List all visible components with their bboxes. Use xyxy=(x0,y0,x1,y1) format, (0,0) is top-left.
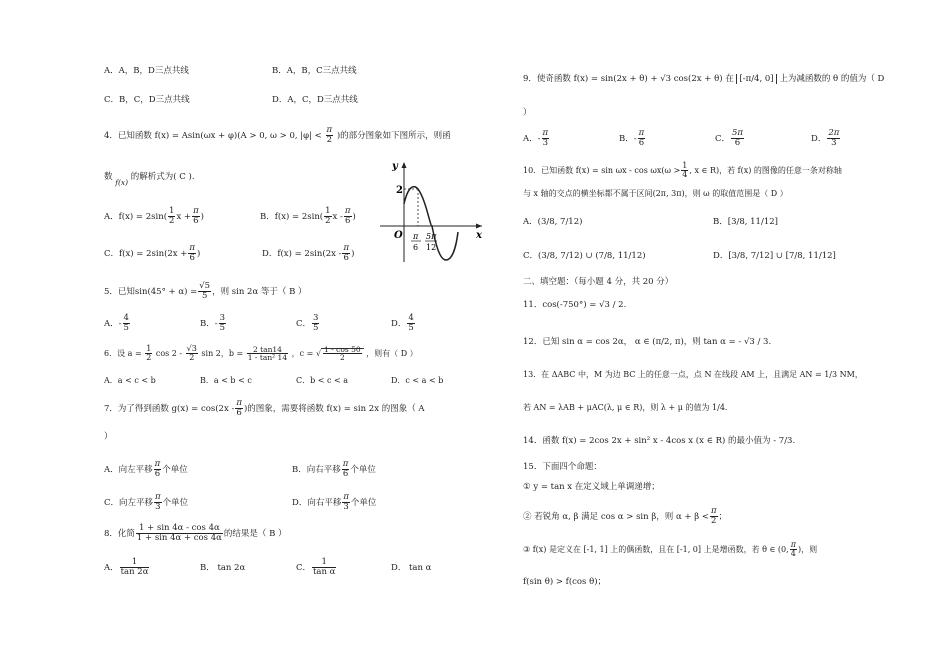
q5-stem: 5．已知sin(45° + α) = $\frac{√5}{5}$ ，则 sin 2α 等于（ B ） xyxy=(104,281,307,301)
q12: 12．已知 sin α = cos 2α， α ∈ (π/2, π)，则 tan α = - √3 / 3. xyxy=(523,337,772,347)
y-axis-label: y xyxy=(392,161,398,172)
q3-option-a: A．A，B，D三点共线 xyxy=(104,66,189,76)
q4-stem-line2: 数 f(x) 的解析式为( C ). xyxy=(104,172,195,187)
q5-option-b: B．- $\frac{3}{5}$ xyxy=(200,313,226,333)
y-tick-2: 2 xyxy=(396,185,403,196)
x-tick2-den: 12 xyxy=(426,243,437,252)
q9-option-c: C． $\frac{5\pi}{6}$ xyxy=(715,128,744,148)
q15-item1: ① y = tan x 在定义域上单调递增； xyxy=(523,482,660,492)
y-axis-arrow xyxy=(402,162,407,168)
q7-option-a: A．向左平移 $\frac{\pi}{6}$ 个单位 xyxy=(104,459,188,479)
q8-option-d: D． tan α xyxy=(391,563,432,573)
q5-option-d: D． $\frac{4}{5}$ xyxy=(391,313,414,333)
q8-stem: 8．化简 $\frac{1 + \sin 4\alpha - \cos 4\alpha}{1 + \sin 4\alpha + \cos 4\alpha}$ 的结果是（ B ） xyxy=(104,523,287,543)
q4-option-d: D．f(x) = 2sin(2x - $\frac{\pi}{6}$ ) xyxy=(262,243,355,263)
q10-line2: 与 x 轴的交点的横坐标都不属于区间(2π, 3π)，则 ω 的取值范围是（ D ） xyxy=(523,189,788,198)
x-tick1-num: π xyxy=(413,232,419,241)
q4-option-a: A．f(x) = 2sin( $\frac{1}{2}$ x + $\frac{\pi}{6}$ ) xyxy=(104,206,204,226)
q6-option-c: C．b < c < a xyxy=(296,376,349,385)
q10-line1: 10．已知函数 f(x) = sin ωx - cos ωx(ω > $\frac{1}{4}$ , x ∈ R)，若 f(x) 的图像的任意一条对称轴 xyxy=(523,161,842,180)
q4-option-c: C．f(x) = 2sin(2x + $\frac{\pi}{6}$ ) xyxy=(104,243,201,263)
q7-stem-close: ） xyxy=(104,432,113,442)
q8-option-c: C． $\frac{1}{\text{tan α}}$ xyxy=(296,557,336,577)
q9-stem-close: ） xyxy=(523,108,532,118)
q10-option-c: C．(3/8, 7/12) ∪ (7/8, 11/12) xyxy=(523,251,646,261)
q9-option-a: A．- $\frac{\pi}{3}$ xyxy=(523,128,549,148)
q4-option-b: B．f(x) = 2sin( $\frac{1}{2}$ x - $\frac{\pi}{6}$ ) xyxy=(260,206,356,226)
q9-stem: 9．使奇函数 f(x) = sin(2x + θ) + √3 cos(2x + θ) 在 [-π/4, 0] 上为减函数的 θ 的值为（ D xyxy=(523,74,885,84)
q7-option-c: C．向左平移 $\frac{\pi}{3}$ 个单位 xyxy=(104,492,189,512)
q15-item3-line2: f(sin θ) > f(cos θ)； xyxy=(523,577,607,587)
origin-label: O xyxy=(394,230,403,241)
q10-option-b: B．[3/8, 11/12] xyxy=(713,217,778,227)
q13-line1: 13．在 ΔABC 中，M 为边 BC 上的任意一点，点 N 在线段 AM 上，且满足 AN = 1/3 NM， xyxy=(523,370,863,379)
q7-option-b: B．向右平移 $\frac{\pi}{6}$ 个单位 xyxy=(292,459,376,479)
x-tick1-den: 6 xyxy=(413,243,419,252)
q13-line2: 若 AN = λAB + μAC(λ, μ ∈ R)，则 λ + μ 的值为 1/4. xyxy=(523,403,728,412)
q15-item3: ③ f(x) 是定义在 [-1, 1] 上的偶函数，且在 [-1, 0] 上是增函数，若 θ ∈ (0, $\frac{\pi}{4}$ )，则 xyxy=(523,540,818,559)
q3-option-b: B．A，B，C三点共线 xyxy=(272,66,357,76)
q10-option-a: A．(3/8, 7/12) xyxy=(523,217,583,227)
x-axis-arrow xyxy=(476,224,482,229)
q15-item2: ② 若锐角 α, β 满足 cos α > sin β，则 α + β < $\frac{\pi}{2}$ ； xyxy=(523,506,728,526)
q3-option-c: C．B，C，D三点共线 xyxy=(104,95,190,105)
q12-answer: √3 / 3 xyxy=(743,337,769,347)
q6-option-d: D．c < a < b xyxy=(391,376,444,385)
q11-answer: √3 / 2 xyxy=(599,300,624,310)
section-2-title: 二、填空题：（每小题 4 分，共 20 分） xyxy=(523,277,674,287)
q10-option-d: D．[3/8, 7/12] ∪ [7/8, 11/12] xyxy=(713,251,836,261)
q11: 11．cos(-750°) = √3 / 2. xyxy=(523,300,627,310)
q6-option-b: B．a < b < c xyxy=(200,376,252,385)
q9-option-b: B．- $\frac{\pi}{6}$ xyxy=(619,128,645,148)
q14: 14．函数 f(x) = 2cos 2x + sin² x - 4cos x (x ∈ R) 的最小值为 - 7/3. xyxy=(523,436,796,446)
q4-stem: 4．已知函数 f(x) = Asin(ωx + φ)(A > 0, ω > 0, |φ| < $\frac{\pi}{2}$ )的部分图象如下图所示，则函 xyxy=(104,125,451,145)
q7-stem: 7．为了得到函数 g(x) = cos(2x - $\frac{\pi}{6}$ )的图象，需要将函数 f(x) = sin 2x 的图象（ A xyxy=(104,398,425,418)
q5-option-c: C． $\frac{3}{5}$ xyxy=(296,313,319,333)
q9-option-d: D． $\frac{2\pi}{3}$ xyxy=(811,128,840,148)
x-tick2-num: 5π xyxy=(426,232,437,241)
q4-sine-graph xyxy=(378,156,488,266)
q5-option-a: A．- $\frac{4}{5}$ xyxy=(104,313,129,333)
q13-answer: 1/4 xyxy=(712,403,725,412)
q6-stem: 6．设 a = $\frac{1}{2}$ cos 2 - $\frac{√3}{2}$ sin 2，b = $\frac{2 \tan 14}{\text{1 - tan² 14}}$ ，c = √ $\frac{1 - \cos 50}{2}$ ，则有（ D ） xyxy=(104,344,418,363)
q14-answer: 7/3 xyxy=(778,436,793,446)
x-axis-label: x xyxy=(476,230,482,241)
q15-title: 15．下面四个命题： xyxy=(523,462,602,472)
q8-option-b: B． tan 2α xyxy=(200,563,246,573)
q3-option-d: D．A，C，D三点共线 xyxy=(272,95,358,105)
q6-option-a: A．a < c < b xyxy=(104,376,156,385)
q7-option-d: D．向右平移 $\frac{\pi}{3}$ 个单位 xyxy=(292,492,377,512)
q8-option-a: A． $\frac{1}{\tan 2\alpha}$ xyxy=(104,557,149,577)
